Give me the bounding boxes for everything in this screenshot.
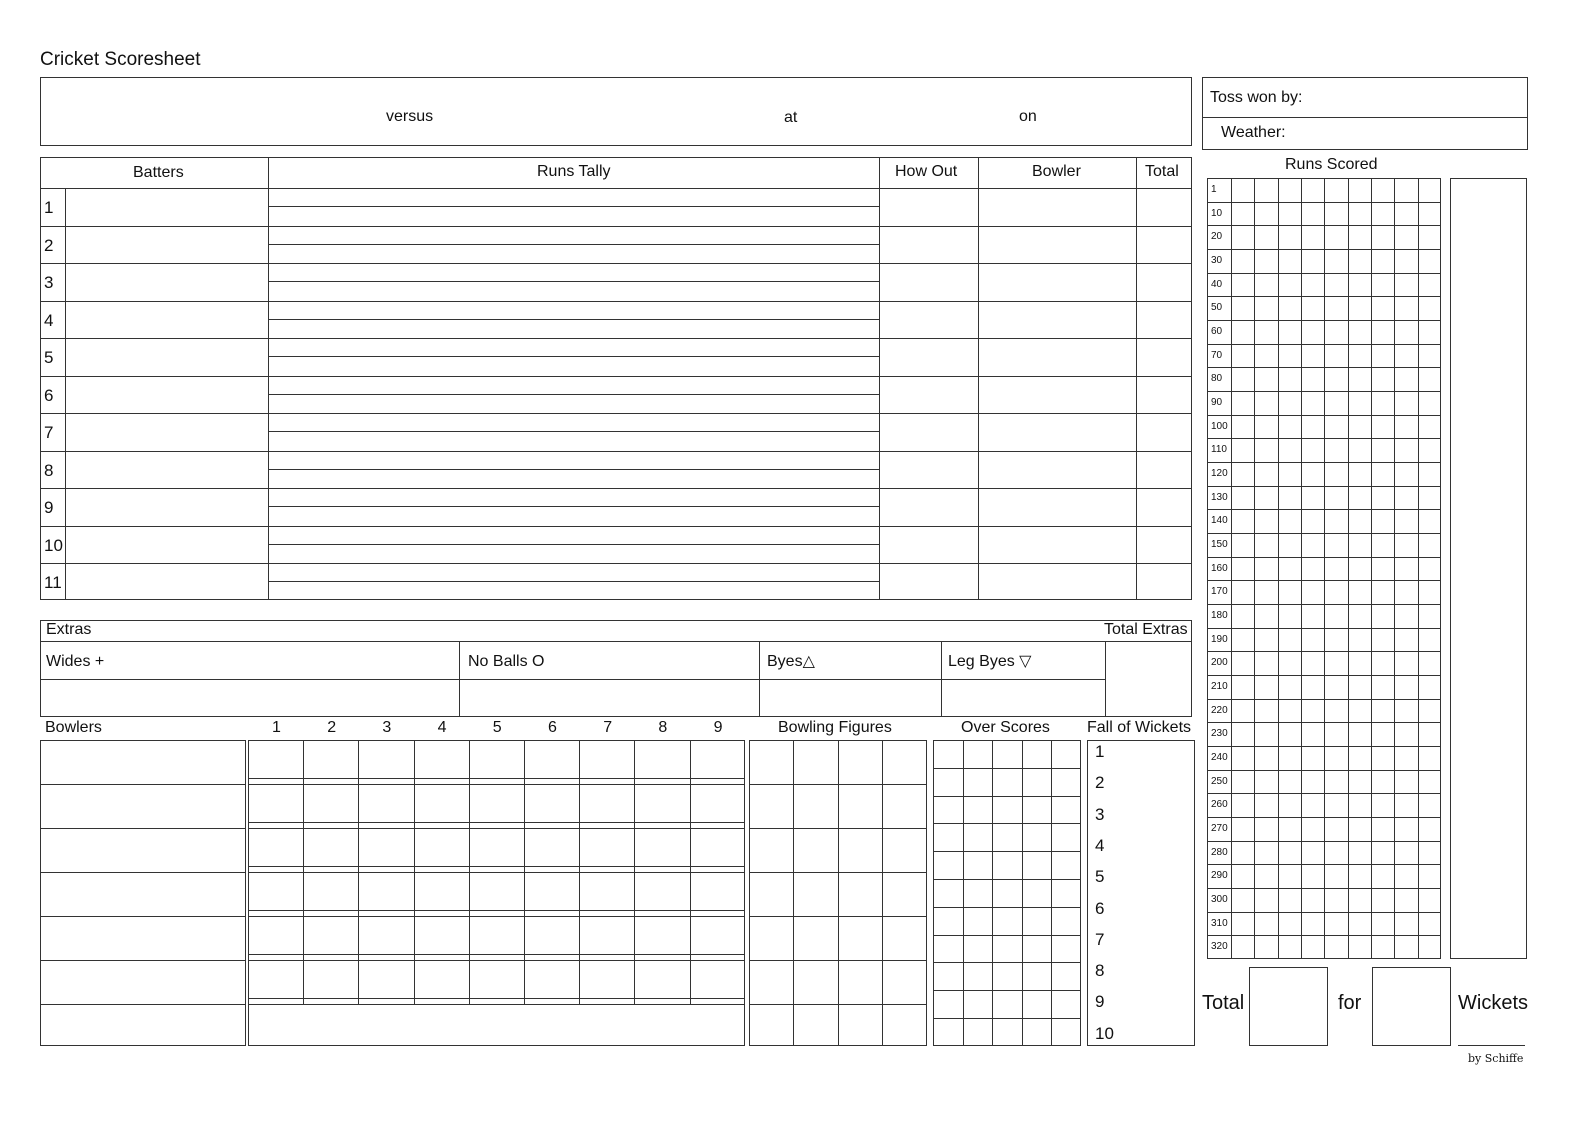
fall-of-wicket-number: 1 xyxy=(1095,742,1105,761)
total-label: Total xyxy=(1202,992,1245,1014)
fall-of-wicket-number: 5 xyxy=(1095,867,1105,887)
fall-of-wicket-number: 10 xyxy=(1095,1023,1114,1043)
runs-mark: 80 xyxy=(1211,373,1223,385)
runs-mark: 230 xyxy=(1211,728,1228,740)
over-scores-grid xyxy=(933,740,1081,1046)
runs-mark: 280 xyxy=(1211,846,1228,858)
over-number: 8 xyxy=(658,719,668,736)
runs-mark: 260 xyxy=(1211,799,1228,811)
batter-name-cell[interactable] xyxy=(66,301,267,339)
batter-name-cell[interactable] xyxy=(66,563,267,601)
at-label: at xyxy=(784,109,798,126)
runs-mark: 70 xyxy=(1211,349,1223,361)
weather-label: Weather: xyxy=(1221,124,1286,141)
fall-of-wicket-number: 2 xyxy=(1095,773,1105,793)
batter-name-cell[interactable] xyxy=(66,451,267,489)
fall-of-wicket-number: 7 xyxy=(1095,929,1105,949)
overs-grid xyxy=(248,740,745,1046)
batter-number: 5 xyxy=(44,348,54,367)
runs-scored-label: Runs Scored xyxy=(1285,156,1378,173)
leg-byes-label: Leg Byes ▽ xyxy=(948,653,1032,670)
total-box[interactable] xyxy=(1249,967,1328,1046)
fall-of-wicket-number: 8 xyxy=(1095,961,1105,981)
batter-name-cell[interactable] xyxy=(66,376,267,414)
runs-notes-box[interactable] xyxy=(1450,178,1527,959)
runs-mark: 190 xyxy=(1211,633,1228,645)
bowler-names-table xyxy=(40,740,246,1046)
runs-mark: 160 xyxy=(1211,562,1228,574)
runs-mark: 170 xyxy=(1211,586,1228,598)
fall-of-wicket-number: 3 xyxy=(1095,804,1105,824)
batter-number: 10 xyxy=(44,535,63,555)
runs-mark: 210 xyxy=(1211,681,1228,692)
header-how-out: How Out xyxy=(895,163,958,180)
credit-logo: by Schiffe xyxy=(1468,1052,1524,1065)
batter-number: 9 xyxy=(44,498,54,517)
runs-mark: 310 xyxy=(1211,917,1228,929)
fall-of-wickets-label: Fall of Wickets xyxy=(1087,719,1192,736)
runs-mark: 270 xyxy=(1211,823,1228,834)
runs-mark: 40 xyxy=(1211,278,1223,290)
header-bowler: Bowler xyxy=(1032,163,1081,180)
runs-mark: 290 xyxy=(1211,870,1228,882)
batter-name-cell[interactable] xyxy=(66,188,267,226)
runs-mark: 250 xyxy=(1211,775,1228,787)
header-total: Total xyxy=(1145,163,1179,180)
no-balls-label: No Balls O xyxy=(468,653,545,670)
runs-mark: 60 xyxy=(1211,326,1223,337)
batter-name-cell[interactable] xyxy=(66,226,267,264)
over-scores-label: Over Scores xyxy=(961,719,1050,736)
toss-label: Toss won by: xyxy=(1210,89,1303,106)
header-runs-tally: Runs Tally xyxy=(537,163,611,180)
runs-mark: 130 xyxy=(1211,491,1228,503)
batter-name-cell[interactable] xyxy=(66,338,267,376)
extras-title: Extras xyxy=(46,621,92,638)
batter-number: 8 xyxy=(44,460,54,480)
runs-mark: 110 xyxy=(1211,444,1227,456)
runs-mark: 90 xyxy=(1211,397,1223,408)
bowling-figures-label: Bowling Figures xyxy=(778,719,892,736)
runs-mark: 1 xyxy=(1211,184,1217,195)
runs-mark: 10 xyxy=(1211,207,1223,219)
batter-number: 7 xyxy=(44,423,54,442)
over-number: 6 xyxy=(548,719,557,736)
over-number: 1 xyxy=(272,719,281,736)
over-number: 7 xyxy=(603,719,613,736)
batter-name-cell[interactable] xyxy=(66,413,267,451)
runs-mark: 180 xyxy=(1211,610,1228,621)
over-number: 5 xyxy=(492,719,502,736)
fall-of-wicket-number: 9 xyxy=(1095,992,1105,1012)
versus-label: versus xyxy=(386,108,434,125)
runs-mark: 150 xyxy=(1211,539,1228,550)
runs-mark: 120 xyxy=(1211,468,1228,479)
runs-mark: 30 xyxy=(1211,255,1223,266)
batter-name-cell[interactable] xyxy=(66,263,267,301)
runs-mark: 200 xyxy=(1211,657,1228,669)
runs-mark: 300 xyxy=(1211,894,1228,905)
for-label: for xyxy=(1338,992,1362,1014)
batter-number: 2 xyxy=(44,235,54,255)
on-label: on xyxy=(1019,108,1037,125)
batter-number: 11 xyxy=(44,573,62,592)
batter-number: 1 xyxy=(44,198,54,217)
wickets-label: Wickets xyxy=(1458,992,1528,1014)
runs-mark: 100 xyxy=(1211,420,1228,432)
runs-mark: 20 xyxy=(1211,231,1223,243)
fall-of-wicket-number: 6 xyxy=(1095,898,1105,918)
total-extras-label: Total Extras xyxy=(1104,621,1188,638)
byes-label: Byes△ xyxy=(767,653,815,670)
batter-name-cell[interactable] xyxy=(66,488,267,526)
fall-of-wicket-number: 4 xyxy=(1095,835,1105,855)
over-number: 4 xyxy=(437,719,447,736)
runs-mark: 220 xyxy=(1211,704,1228,716)
runs-mark: 240 xyxy=(1211,752,1228,763)
runs-mark: 140 xyxy=(1211,515,1228,527)
over-number: 3 xyxy=(382,719,392,736)
batter-name-cell[interactable] xyxy=(66,526,267,564)
batter-number: 3 xyxy=(44,273,54,292)
over-number: 9 xyxy=(713,719,723,736)
runs-mark: 50 xyxy=(1211,302,1223,314)
wickets-box[interactable] xyxy=(1372,967,1451,1046)
header-batters: Batters xyxy=(133,164,184,181)
batter-number: 6 xyxy=(44,385,54,405)
runs-mark: 320 xyxy=(1211,941,1228,953)
wides-label: Wides + xyxy=(46,653,105,670)
batter-number: 4 xyxy=(44,310,54,330)
over-number: 2 xyxy=(327,719,337,736)
page-title: Cricket Scoresheet xyxy=(40,49,201,70)
bowlers-label: Bowlers xyxy=(45,719,102,736)
